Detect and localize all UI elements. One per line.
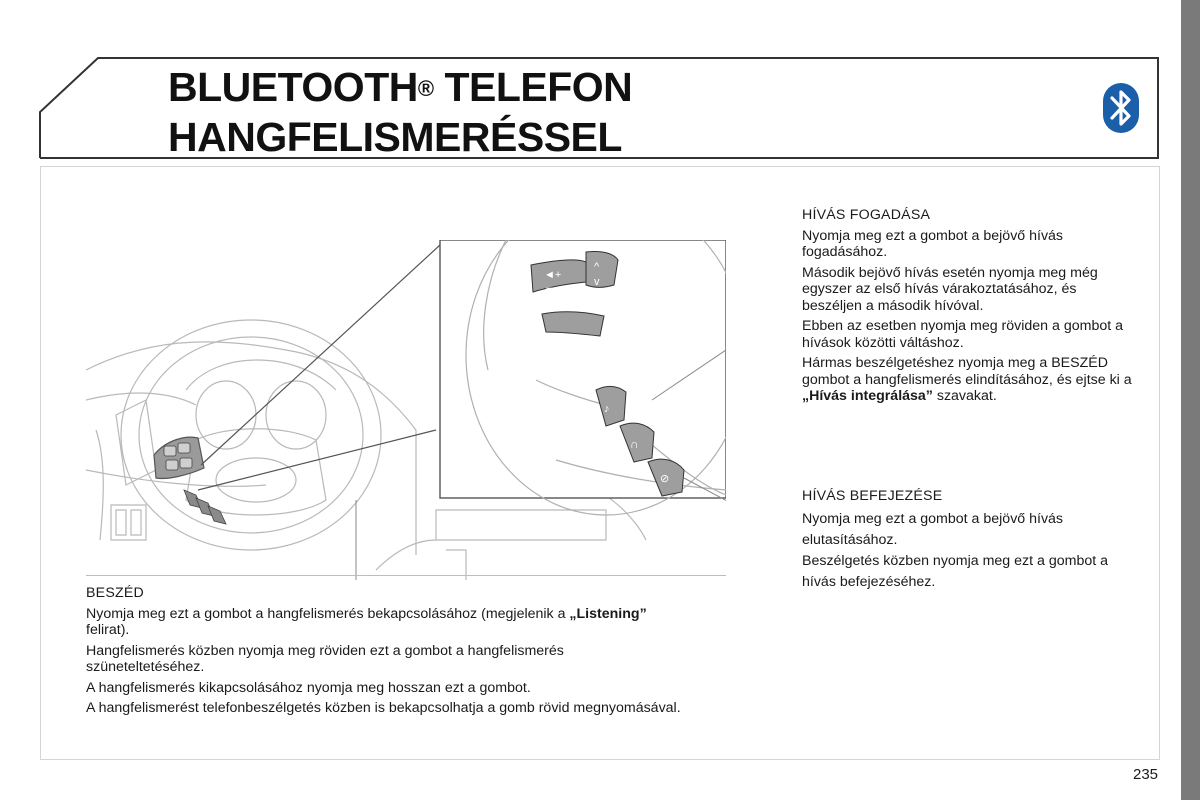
svg-text:–: – (546, 282, 553, 294)
receive-call-p4-tail: szavakat. (932, 388, 997, 404)
speak-section (86, 585, 686, 721)
speak-p1-keyword: „Listening” (569, 605, 647, 622)
speak-paragraph-2: Hangfelismerés közben nyomja meg röviden ezt a gombot a hangfelismerés szüneteltetéséhez. (86, 642, 564, 675)
speak-p1-tail: felirat). (86, 622, 130, 638)
registered-mark: ® (417, 76, 434, 101)
svg-text:⊘: ⊘ (660, 473, 670, 485)
end-call-paragraph-2: Beszélgetés közben nyomja meg ezt a gombot a hívás befejezéséhez. (802, 552, 1108, 590)
svg-text:v: v (594, 276, 600, 288)
speak-paragraph-4: A hangfelismerést telefonbeszélgetés közben is bekapcsolhatja a gomb rövid megnyomásával. (86, 700, 681, 716)
dashboard-illustration-svg (86, 240, 726, 580)
svg-text:∩: ∩ (630, 437, 639, 451)
title-bluetooth-word: BLUETOOTH (168, 64, 418, 110)
svg-text:♪: ♪ (604, 403, 610, 415)
receive-call-paragraph-1: Nyomja meg ezt a gombot a bejövő hívás fogadásához. (802, 227, 1064, 260)
page-edge-tab (1181, 0, 1200, 800)
end-call-section (802, 488, 1132, 593)
receive-call-p4-text: Hármas beszélgetéshez nyomja meg a BESZÉD gombot a hangfelismerés elindításához, és ejtse ki a (802, 355, 1132, 388)
end-call-paragraph-1: Nyomja meg ezt a gombot a bejövő hívás elutasításához. (802, 510, 1064, 548)
receive-call-paragraph-3: Ebben az esetben nyomja meg röviden a gombot a hívások közötti váltáshoz. (802, 318, 1123, 351)
speak-paragraph-3: A hangfelismerés kikapcsolásához nyomja meg hosszan ezt a gombot. (86, 679, 531, 696)
end-call-heading: HÍVÁS BEFEJEZÉSE (802, 488, 943, 504)
title-telefon-word: TELEFON (433, 64, 633, 110)
speak-p1-text: Nyomja meg ezt a gombot a hangfelismerés bekapcsolásához (megjelenik a (86, 605, 570, 622)
svg-text:^: ^ (594, 261, 600, 273)
receive-call-paragraph-4 (802, 355, 1132, 405)
speak-paragraph-1 (86, 606, 686, 639)
bluetooth-icon (1102, 82, 1140, 134)
page-title-line-2: HANGFELISMERÉSSEL (168, 114, 622, 160)
illustration-bottom-rule (86, 575, 726, 576)
page-number: 235 (1133, 766, 1159, 783)
svg-text:◄+: ◄+ (544, 269, 562, 281)
steering-wheel-controls-illustration (86, 240, 726, 580)
receive-call-heading: HÍVÁS FOGADÁSA (802, 207, 931, 223)
page-title-line-1 (168, 62, 632, 112)
receive-call-section (802, 207, 1132, 409)
receive-call-paragraph-2: Második bejövő hívás esetén nyomja meg még egyszer az első hívás várakoztatásához, és beszéljen a második hívóval. (802, 264, 1098, 314)
speak-heading: BESZÉD (86, 585, 144, 601)
receive-call-p4-keyword: „Hívás integrálása” (802, 388, 933, 404)
page-title (168, 62, 632, 162)
